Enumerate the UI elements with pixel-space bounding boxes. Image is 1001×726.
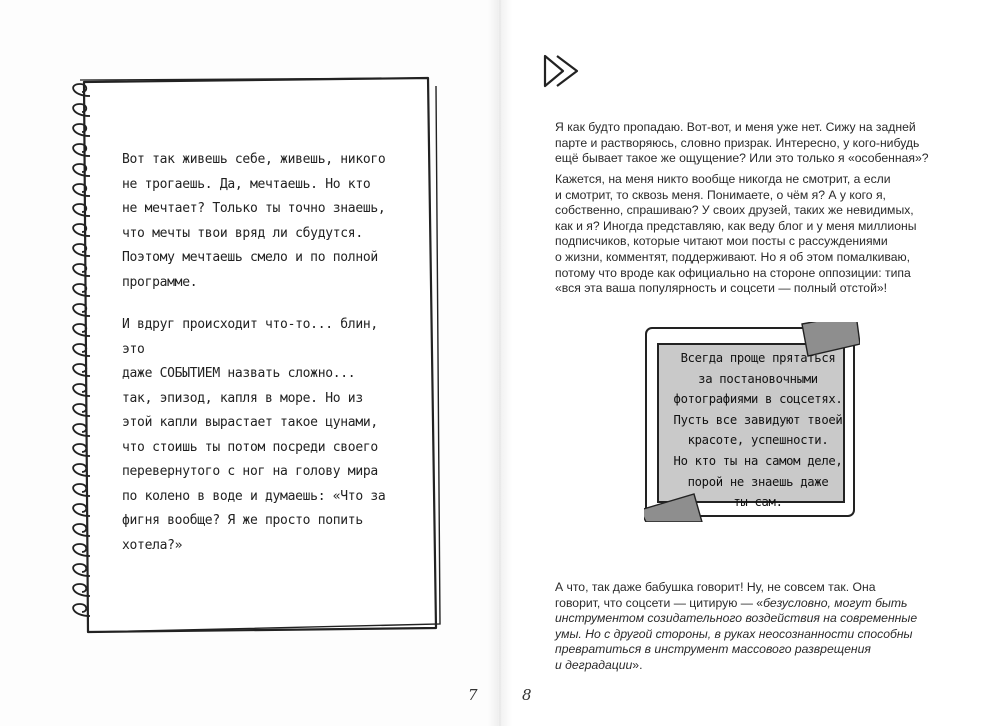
double-chevron-right-icon [543,52,583,90]
page-number-right: 8 [522,686,532,704]
left-page [0,0,498,726]
paragraph-2: Кажется, на меня никто вообще никогда не смотрит, а если и смотрит, то сквозь меня. Понимаете, о чём я? А у кого я, собственно, спрашиваю? У своих друзей, таких же невидимых, как и я? Иногда представляю, как веду блог и у меня миллионы подписчиков, которые читают мои посты с рассуждениями о жизни, комментят, поддерживают. Но я об этом помалкиваю, потому что вроде как официально на стороне оппозиции: типа «вся эта ваша популярность и соцсети — полный отстой»! [555,172,917,296]
paragraph-3: А что, так даже бабушка говорит! Ну, не совсем так. Она говорит, что соцсети — цитирую — «безусловно, могут быть инструментом созидательного воздействия на современные умы. Но с другой стороны, в руках неосознанности способны превратиться в инструмент массового разврещения и деградации». [555,580,918,672]
book-gutter-shadow [488,0,512,726]
page-number-left: 7 [468,686,478,704]
photo-note-text: Всегда проще прятаться за постановочными фотографиями в соцсетях. Пусть все завидуют твоей красоте, успешности. Но кто ты на самом деле, порой не знаешь даже ты сам. [673,351,843,510]
right-page [498,0,1001,726]
notebook-text [122,148,397,576]
paragraph-1: Я как будто пропадаю. Вот-вот, и меня уже нет. Сижу на задней парте и растворяюсь, словно призрак. Интересно, у кого-нибудь ещё бывает такое же ощущение? Или это только я «особенная»? [555,120,929,166]
spiral-notebook [70,76,442,636]
notebook-paragraph-1: Вот так живешь себе, живешь, никого не трогаешь. Да, мечтаешь. Но кто не мечтает? Только ты точно знаешь, что мечты твои вряд ли сбудутся. Поэтому мечтаешь смело и по полной программе. [122,152,386,290]
notebook-paragraph-2: И вдруг происходит что-то... блин, это даже СОБЫТИЕМ назвать сложно... так, эпизод, капля в море. Но из этой капли вырастает такое цунами, что стоишь ты потом посреди своего перевернутого с ног на голову мира по колено в воде и думаешь: «Что за фигня вообще? Я же просто попить хотела?» [122,317,386,553]
